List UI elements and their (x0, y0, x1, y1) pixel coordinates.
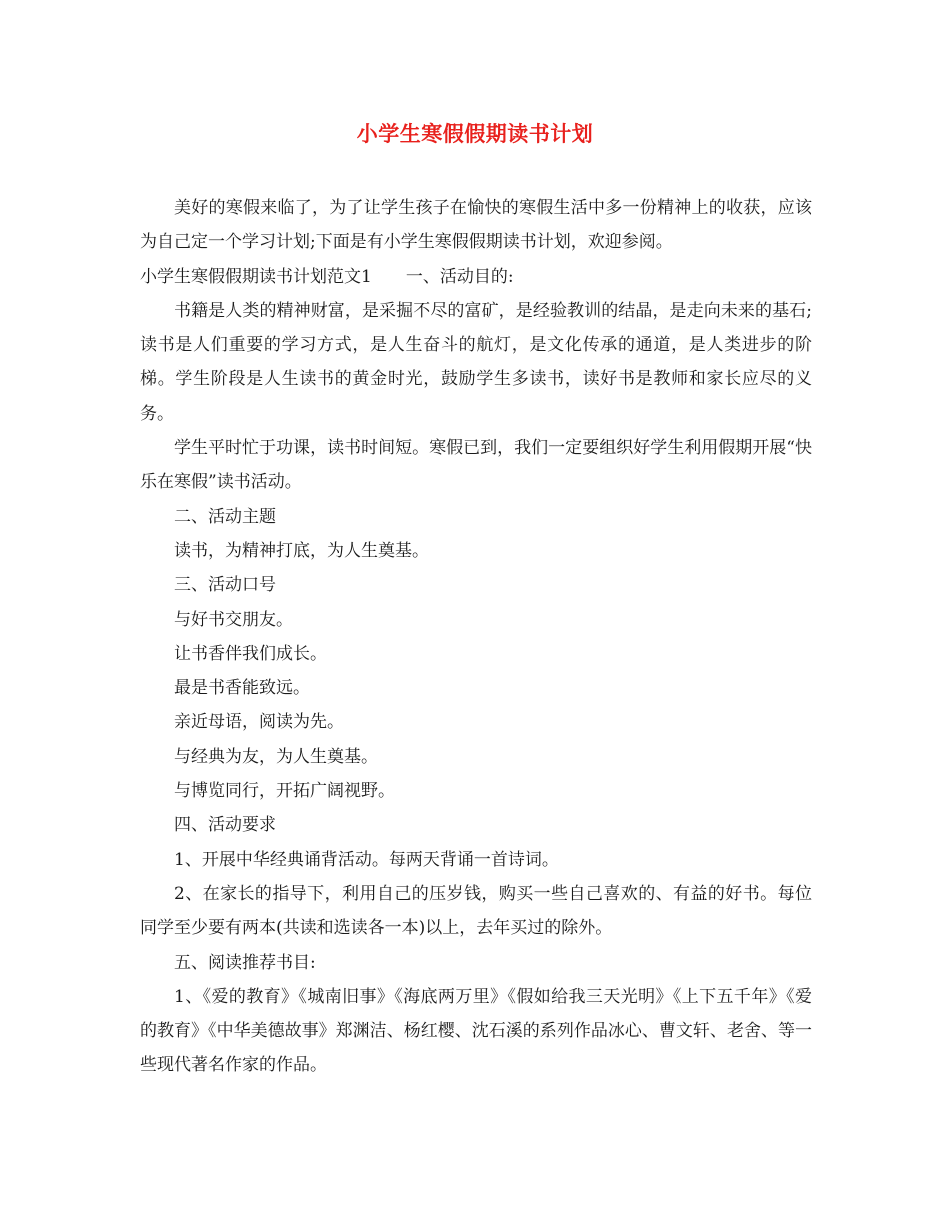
section2-text: 读书，为精神打底，为人生奠基。 (174, 540, 429, 561)
recommended-books: 1、《爱的教育》《城南旧事》《海底两万里》《假如给我三天光明》《上下五千年》《爱的教育》《中华美德故事》郑渊洁、杨红樱、沈石溪的系列作品冰心、曹文轩、老舍、等一些现代著名作家的作品。 (140, 986, 812, 1076)
section1-paragraph-2: 学生平时忙于功课，读书时间短。寒假已到，我们一定要组织好学生利用假期开展“快乐在寒假”读书活动。 (140, 438, 812, 493)
section5-heading: 五、阅读推荐书目: (174, 952, 316, 973)
section1-paragraph-1: 书籍是人类的精神财富，是采掘不尽的富矿，是经验教训的结晶，是走向未来的基石;读书是人们重要的学习方式，是人生奋斗的航灯，是文化传承的通道，是人类进步的阶梯。学生阶段是人生读书的黄金时光，鼓励学生多读书，读好书是教师和家长应尽的义务。 (140, 300, 812, 424)
sample-heading: 小学生寒假假期读书计划范文1 (140, 266, 372, 287)
section4-heading: 四、活动要求 (174, 815, 276, 836)
slogan-item: 让书香伴我们成长。 (174, 643, 327, 664)
sample-heading-line (140, 260, 812, 294)
slogan-item: 最是书香能致远。 (174, 678, 310, 699)
slogan-item: 与经典为友，为人生奠基。 (174, 746, 378, 767)
intro-paragraph: 美好的寒假来临了，为了让学生孩子在愉快的寒假生活中多一份精神上的收获，应该为自己定一个学习计划;下面是有小学生寒假假期读书计划，欢迎参阅。 (140, 198, 812, 253)
document-body (140, 191, 812, 1083)
slogan-item: 与博览同行，开拓广阔视野。 (174, 781, 395, 802)
section1-heading: 一、活动目的: (405, 266, 514, 287)
requirement-1: 1、开展中华经典诵背活动。每两天背诵一首诗词。 (174, 849, 559, 870)
requirement-2: 2、在家长的指导下，利用自己的压岁钱，购买一些自己喜欢的、有益的好书。每位同学至少要有两本(共读和选读各一本)以上，去年买过的除外。 (140, 883, 812, 939)
section2-heading: 二、活动主题 (174, 506, 276, 527)
section3-heading: 三、活动口号 (174, 575, 276, 596)
slogan-item: 与好书交朋友。 (174, 609, 293, 630)
document-title: 小学生寒假假期读书计划 (356, 121, 594, 146)
slogan-item: 亲近母语，阅读为先。 (174, 712, 344, 733)
